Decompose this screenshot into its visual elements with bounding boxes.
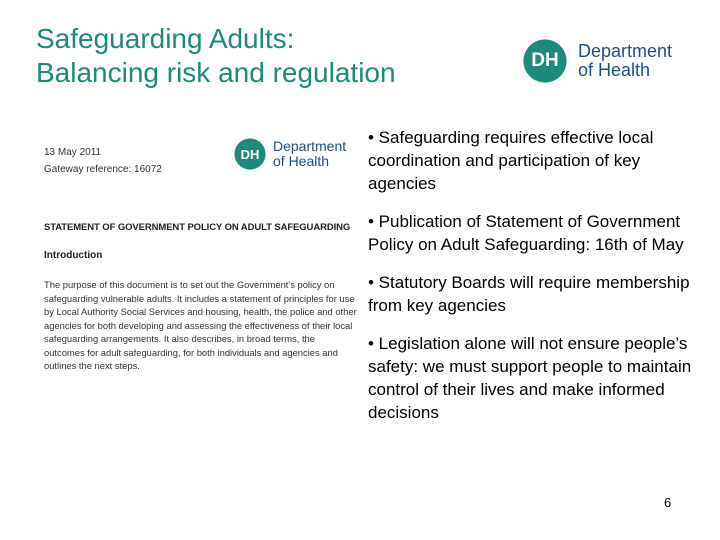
bullet-item: • Publication of Statement of Government Policy on Adult Safeguarding: 16th of May	[368, 212, 684, 254]
document-meta	[44, 144, 162, 178]
logo-line-2: of Health	[578, 60, 651, 80]
dh-badge-text: DH	[240, 146, 260, 162]
department-of-health-logo	[520, 36, 672, 86]
document-paragraph: The purpose of this document is to set out the Government's policy on safeguarding vulnerable adults. It includes a statement of principles for use by Local Authority Social Services and housing, health, the police and other agencies for both developing and assessing the effectiveness of their local safeguarding arrangements. It also describes, in broad terms, the outcomes for adult safeguarding, for both individuals and agencies and outlines the next steps.	[44, 279, 357, 371]
document-intro-heading: Introduction	[44, 250, 103, 261]
bullet-item: • Legislation alone will not ensure people’s safety: we must support people to maintain control of their lives and make informed decisions	[368, 334, 692, 422]
logo-line-1: Department	[578, 41, 673, 62]
bullet-list	[368, 126, 708, 439]
dh-badge-icon	[232, 136, 268, 172]
document-dh-logo	[232, 136, 346, 172]
dh-badge-icon	[520, 36, 570, 86]
document-date: 13 May 2011	[44, 147, 102, 158]
bullet-item: • Statutory Boards will require membership from key agencies	[368, 273, 690, 315]
document-gateway-reference: Gateway reference: 16072	[44, 164, 162, 175]
bullet-item: • Safeguarding requires effective local coordination and participation of key agencies	[368, 128, 654, 193]
document-logo-line-2: of Health	[273, 153, 330, 169]
slide-title-line-2: Balancing risk and regulation	[36, 57, 396, 88]
slide-title	[36, 22, 476, 90]
document-logo-line-1: Department	[273, 138, 347, 155]
page-number: 6	[664, 495, 672, 510]
logo-wordmark	[578, 42, 672, 80]
document-logo-wordmark	[273, 139, 346, 168]
slide-title-line-1: Safeguarding Adults:	[36, 23, 295, 54]
policy-document-image	[36, 128, 358, 388]
dh-badge-text: DH	[531, 50, 559, 71]
document-heading: STATEMENT OF GOVERNMENT POLICY ON ADULT SAFEGUARDING	[44, 222, 351, 233]
